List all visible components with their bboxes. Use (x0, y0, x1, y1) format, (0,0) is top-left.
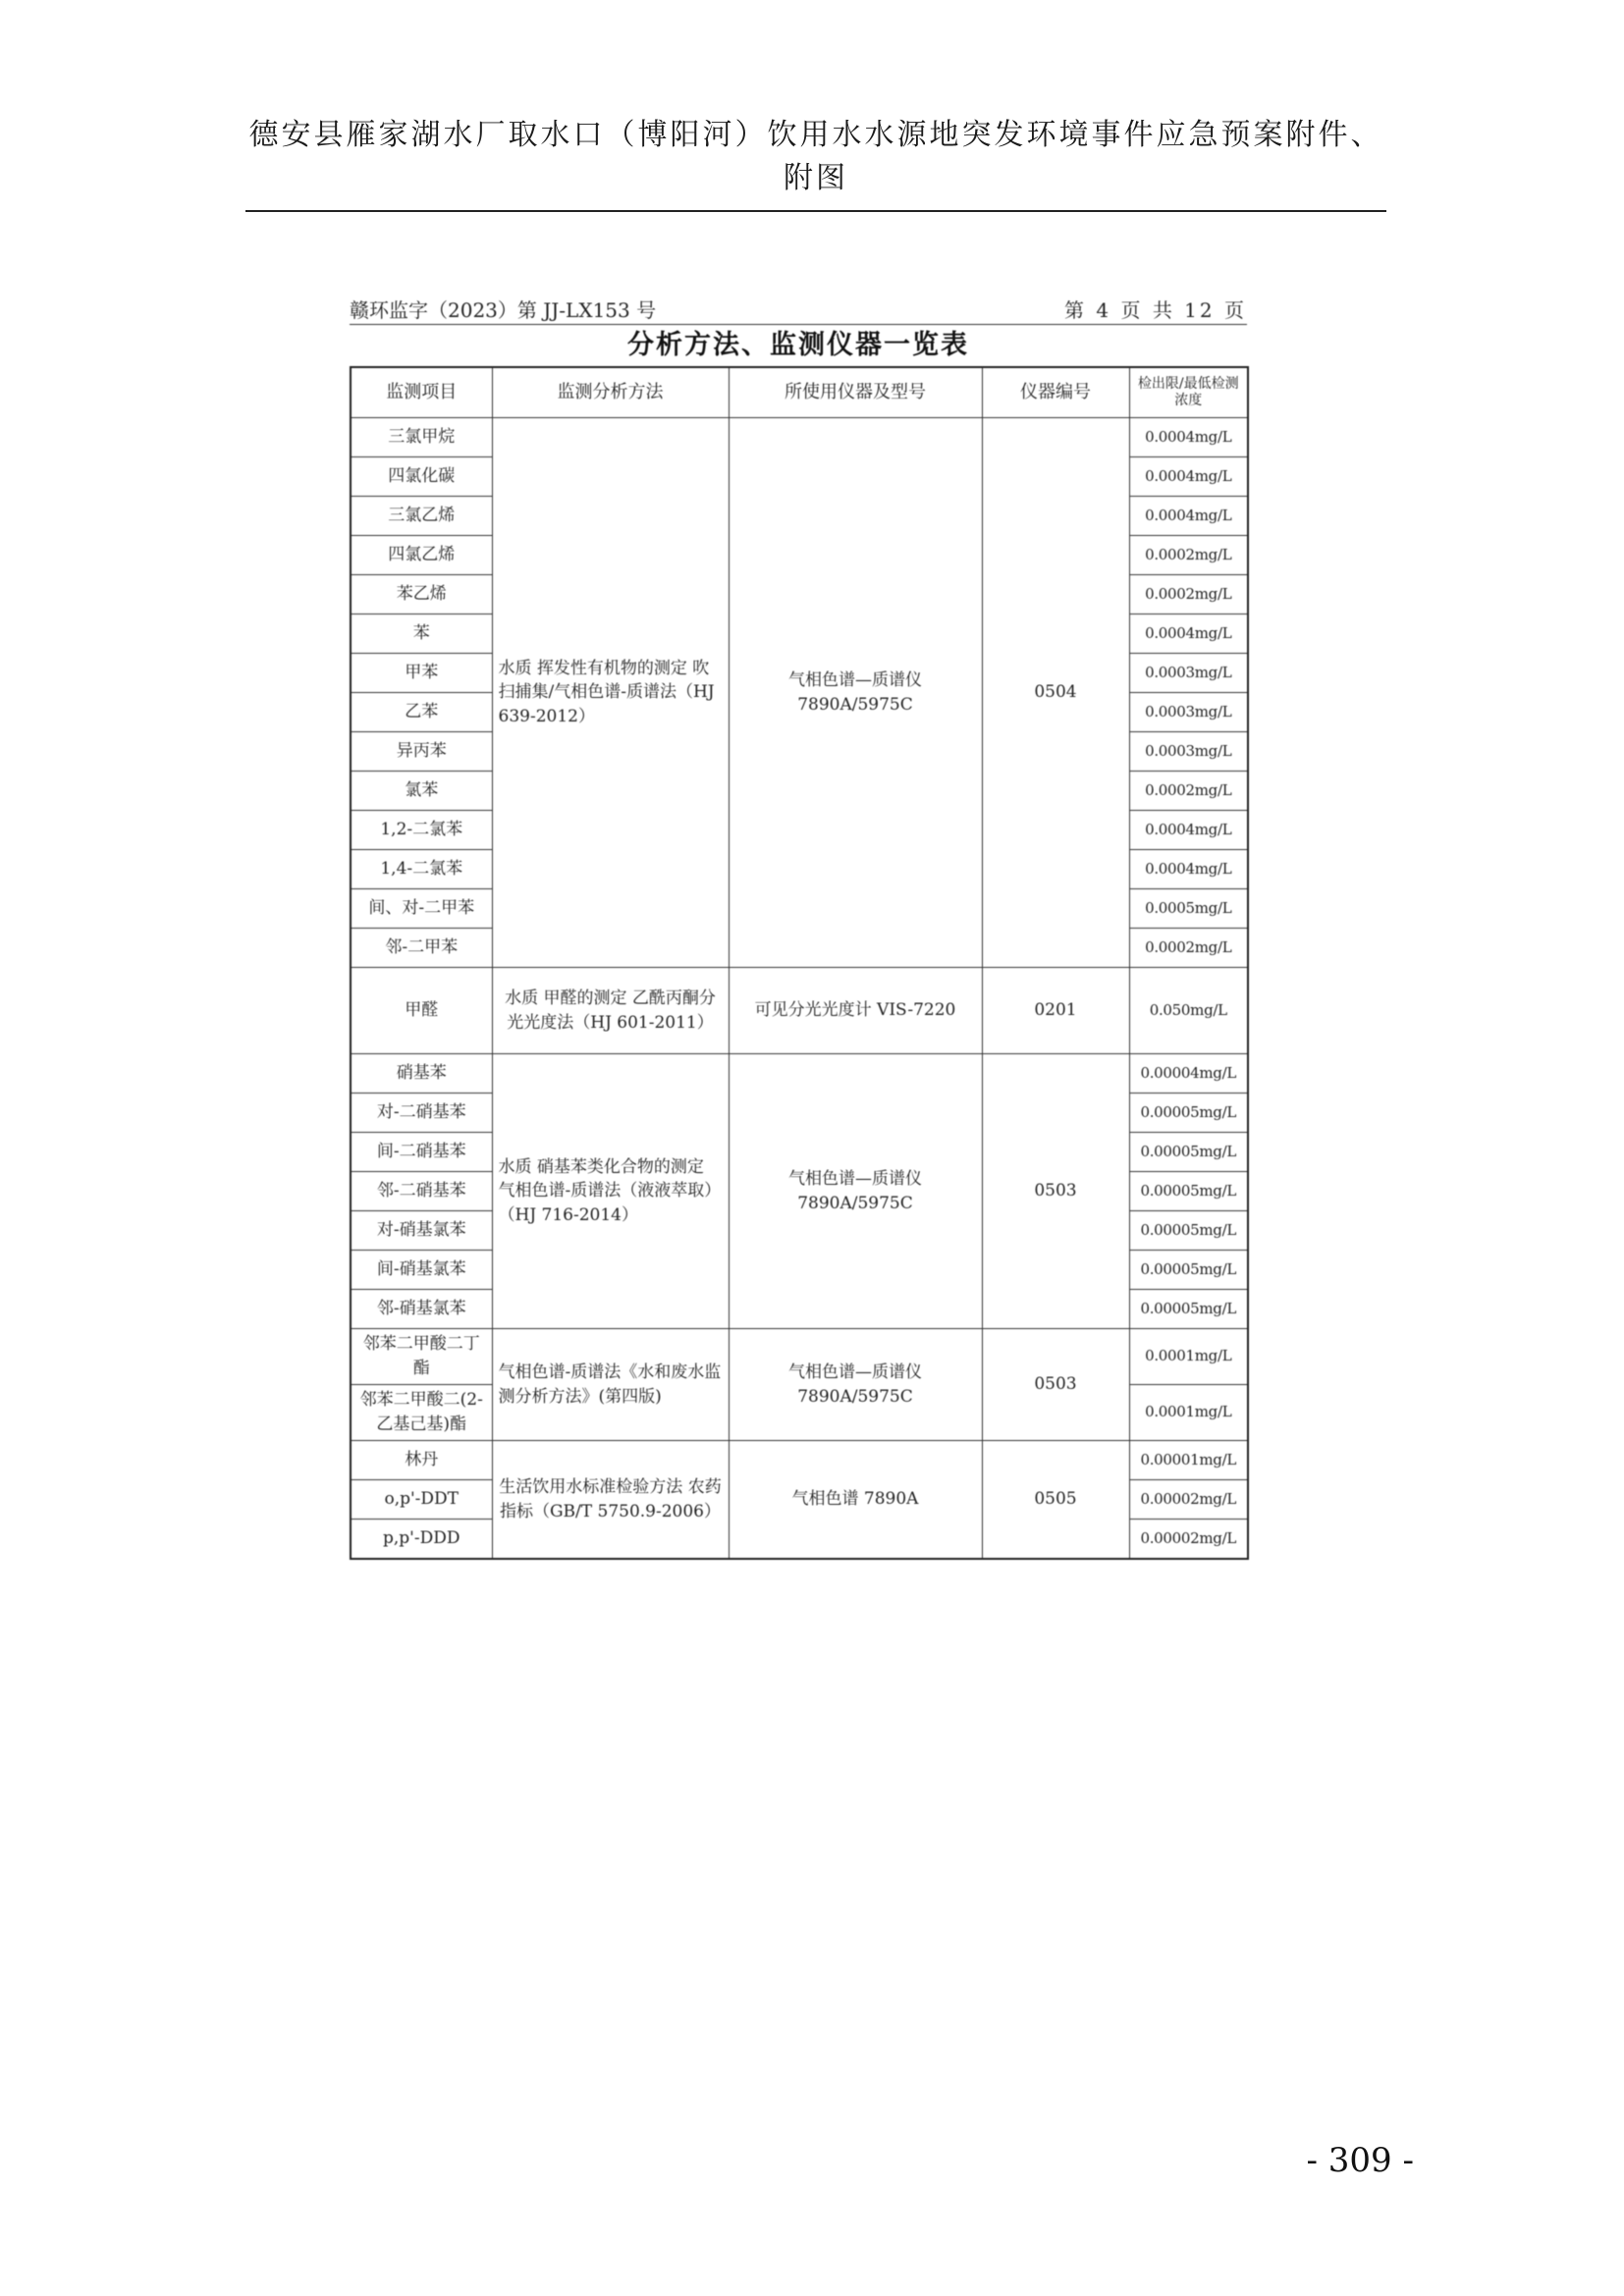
column-header: 监测项目 (351, 367, 492, 418)
item-cell: 苯乙烯 (351, 575, 492, 614)
detection-limit-cell: 0.00005mg/L (1129, 1211, 1248, 1251)
detection-limit-cell: 0.00005mg/L (1129, 1172, 1248, 1211)
method-cell: 水质 甲醛的测定 乙酰丙酮分光光度法（HJ 601-2011） (492, 968, 729, 1054)
item-cell: 硝基苯 (351, 1054, 492, 1094)
instrument-code-cell: 0505 (982, 1441, 1129, 1560)
item-cell: 氯苯 (351, 772, 492, 811)
detection-limit-cell: 0.00005mg/L (1129, 1290, 1248, 1329)
detection-limit-cell: 0.0005mg/L (1129, 889, 1248, 929)
detection-limit-cell: 0.00001mg/L (1129, 1441, 1248, 1480)
scanned-report-page (350, 291, 1247, 1560)
page-info: 第 4 页 共 12 页 (1064, 298, 1247, 322)
item-cell: 林丹 (351, 1441, 492, 1480)
table-header-row (351, 367, 1248, 418)
table-body (351, 418, 1248, 1560)
table-row (351, 1441, 1248, 1480)
item-cell: 邻-硝基氯苯 (351, 1290, 492, 1329)
column-header: 所使用仪器及型号 (729, 367, 982, 418)
detection-limit-cell: 0.0004mg/L (1129, 811, 1248, 850)
detection-limit-cell: 0.00002mg/L (1129, 1480, 1248, 1520)
methods-instruments-table (350, 366, 1249, 1560)
page-number: - 309 - (1306, 2141, 1414, 2180)
column-header: 监测分析方法 (492, 367, 729, 418)
detection-limit-cell: 0.00005mg/L (1129, 1094, 1248, 1133)
method-cell: 水质 硝基苯类化合物的测定 气相色谱-质谱法（液液萃取）（HJ 716-2014） (492, 1054, 729, 1329)
detection-limit-cell: 0.0002mg/L (1129, 929, 1248, 968)
detection-limit-cell: 0.0002mg/L (1129, 575, 1248, 614)
instrument-cell: 可见分光光度计 VIS-7220 (729, 968, 982, 1054)
item-cell: 苯 (351, 614, 492, 654)
detection-limit-cell: 0.0001mg/L (1129, 1385, 1248, 1441)
item-cell: 四氯乙烯 (351, 536, 492, 575)
item-cell: o,p'-DDT (351, 1480, 492, 1520)
item-cell: 邻-二甲苯 (351, 929, 492, 968)
detection-limit-cell: 0.0002mg/L (1129, 772, 1248, 811)
detection-limit-cell: 0.0003mg/L (1129, 654, 1248, 693)
method-cell: 生活饮用水标准检验方法 农药指标（GB/T 5750.9-2006） (492, 1441, 729, 1560)
instrument-cell: 气相色谱—质谱仪 7890A/5975C (729, 418, 982, 968)
table-row (351, 1329, 1248, 1385)
column-header: 检出限/最低检测浓度 (1129, 367, 1248, 418)
method-cell: 水质 挥发性有机物的测定 吹扫捕集/气相色谱-质谱法（HJ 639-2012） (492, 418, 729, 968)
item-cell: p,p'-DDD (351, 1520, 492, 1560)
detection-limit-cell: 0.00005mg/L (1129, 1251, 1248, 1290)
method-cell: 气相色谱-质谱法《水和废水监测分析方法》(第四版) (492, 1329, 729, 1441)
item-cell: 异丙苯 (351, 732, 492, 772)
detection-limit-cell: 0.0003mg/L (1129, 693, 1248, 732)
table-row (351, 1054, 1248, 1094)
table-row (351, 418, 1248, 457)
item-cell: 甲醛 (351, 968, 492, 1054)
detection-limit-cell: 0.00005mg/L (1129, 1133, 1248, 1172)
item-cell: 邻-二硝基苯 (351, 1172, 492, 1211)
report-meta-line (350, 291, 1247, 325)
detection-limit-cell: 0.0001mg/L (1129, 1329, 1248, 1385)
instrument-code-cell: 0503 (982, 1054, 1129, 1329)
item-cell: 邻苯二甲酸二(2-乙基己基)酯 (351, 1385, 492, 1441)
item-cell: 三氯乙烯 (351, 497, 492, 536)
item-cell: 1,4-二氯苯 (351, 850, 492, 889)
detection-limit-cell: 0.0004mg/L (1129, 457, 1248, 497)
detection-limit-cell: 0.0004mg/L (1129, 418, 1248, 457)
item-cell: 三氯甲烷 (351, 418, 492, 457)
item-cell: 对-硝基氯苯 (351, 1211, 492, 1251)
column-header: 仪器编号 (982, 367, 1129, 418)
item-cell: 乙苯 (351, 693, 492, 732)
item-cell: 甲苯 (351, 654, 492, 693)
instrument-cell: 气相色谱—质谱仪 7890A/5975C (729, 1054, 982, 1329)
instrument-cell: 气相色谱 7890A (729, 1441, 982, 1560)
item-cell: 邻苯二甲酸二丁酯 (351, 1329, 492, 1385)
detection-limit-cell: 0.050mg/L (1129, 968, 1248, 1054)
doc-number: 赣环监字（2023）第 JJ-LX153 号 (350, 298, 657, 322)
table-row (351, 968, 1248, 1054)
table-title: 分析方法、监测仪器一览表 (627, 330, 969, 360)
instrument-code-cell: 0503 (982, 1329, 1129, 1441)
item-cell: 间、对-二甲苯 (351, 889, 492, 929)
detection-limit-cell: 0.0002mg/L (1129, 536, 1248, 575)
detection-limit-cell: 0.00004mg/L (1129, 1054, 1248, 1094)
instrument-cell: 气相色谱—质谱仪 7890A/5975C (729, 1329, 982, 1441)
item-cell: 四氯化碳 (351, 457, 492, 497)
instrument-code-cell: 0201 (982, 968, 1129, 1054)
page-header: 德安县雁家湖水厂取水口（博阳河）饮用水水源地突发环境事件应急预案附件、附图 (245, 110, 1386, 212)
instrument-code-cell: 0504 (982, 418, 1129, 968)
detection-limit-cell: 0.0004mg/L (1129, 497, 1248, 536)
detection-limit-cell: 0.00002mg/L (1129, 1520, 1248, 1560)
item-cell: 对-二硝基苯 (351, 1094, 492, 1133)
item-cell: 间-二硝基苯 (351, 1133, 492, 1172)
detection-limit-cell: 0.0003mg/L (1129, 732, 1248, 772)
detection-limit-cell: 0.0004mg/L (1129, 614, 1248, 654)
item-cell: 1,2-二氯苯 (351, 811, 492, 850)
item-cell: 间-硝基氯苯 (351, 1251, 492, 1290)
detection-limit-cell: 0.0004mg/L (1129, 850, 1248, 889)
